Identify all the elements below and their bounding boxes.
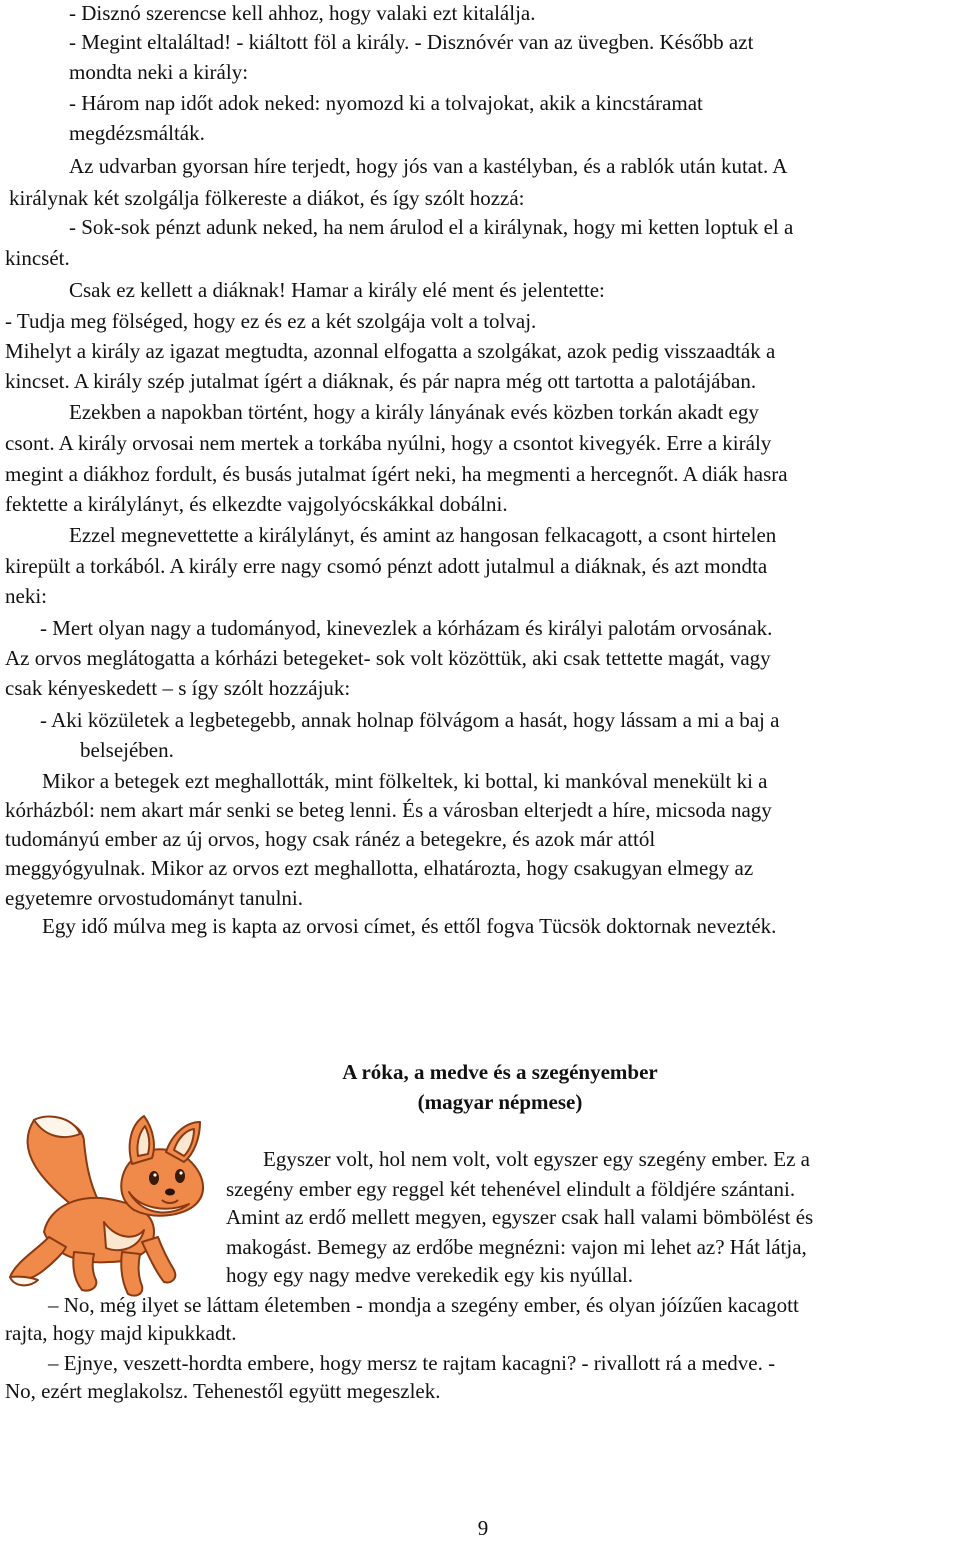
text-line: makogást. Bemegy az erdőbe megnézni: vajon mi lehet az? Hát látja, [226,1235,807,1259]
text-line: - Három nap időt adok neked: nyomozd ki a tolvajokat, akik a kincstáramat [69,91,703,115]
text-line: Ezzel megnevettette a királylányt, és amint az hangosan felkacagott, a csont hirtelen [69,523,777,547]
text-line: csak kényeskedett – s így szólt hozzájuk: [5,676,351,700]
text-line: egyetemre orvostudományt tanulni. [5,886,304,910]
text-line: megdézsmálták. [69,121,205,145]
text-line: kincset. A király szép jutalmat ígért a diáknak, és pár napra még ott tartotta a palotájában. [5,369,757,393]
text-line: - Megint eltaláltad! - kiáltott föl a király. - Disznóvér van az üvegben. Később azt [69,30,754,54]
text-line: királynak két szolgálja fölkereste a diákot, és így szólt hozzá: [9,186,525,210]
text-line: neki: [5,584,47,608]
text-line: szegény ember egy reggel két tehenével elindult a földjére szántani. [226,1177,796,1201]
text-line: - Tudja meg fölséged, hogy ez és ez a két szolgája volt a tolvaj. [5,309,537,333]
story-subtitle: (magyar népmese) [417,1090,583,1114]
text-line: – No, még ilyet se láttam életemben - mondja a szegény ember, és olyan jóízűen kacagott [48,1293,799,1317]
text-line: kórházból: nem akart már senki se beteg lenni. És a városban elterjedt a híre, micsoda nagy [5,798,772,822]
text-line: – Ejnye, veszett-hordta embere, hogy mersz te rajtam kacagni? - rivallott rá a medve. - [48,1351,776,1375]
text-line: kirepült a torkából. A király erre nagy csomó pénzt adott jutalmul a diáknak, és azt mondta [5,554,768,578]
text-line: Egy idő múlva meg is kapta az orvosi címet, és ettől fogva Tücsök doktornak nevezték. [42,914,777,938]
text-line: belsejében. [80,738,174,762]
text-line: meggyógyulnak. Mikor az orvos ezt meghallotta, elhatározta, hogy csakugyan elmegy az [5,856,754,880]
text-line: Mihelyt a király az igazat megtudta, azonnal elfogatta a szolgákat, azok pedig visszaadták a [5,339,776,363]
text-line: csont. A király orvosai nem mertek a torkába nyúlni, hogy a csontot kivegyék. Erre a király [5,431,772,455]
text-line: hogy egy nagy medve verekedik egy kis nyúllal. [226,1263,634,1287]
text-line: Egyszer volt, hol nem volt, volt egyszer egy szegény ember. Ez a [263,1147,810,1171]
text-line: megint a diákhoz fordult, és busás jutalmat ígért neki, ha megmenti a hercegnőt. A diák hasra [5,462,788,486]
text-line: rajta, hogy majd kipukkadt. [5,1321,237,1345]
text-line: mondta neki a király: [69,60,249,84]
text-line: Mikor a betegek ezt meghallották, mint fölkeltek, ki bottal, ki mankóval menekült ki a [42,769,768,793]
text-line: Ezekben a napokban történt, hogy a király lányának evés közben torkán akadt egy [69,400,759,424]
text-line: - Sok-sok pénzt adunk neked, ha nem árulod el a királynak, hogy mi ketten loptuk el a [69,215,794,239]
text-line: - Mert olyan nagy a tudományod, kinevezlek a kórházam és királyi palotám orvosának. [40,616,773,640]
text-line: - Disznó szerencse kell ahhoz, hogy valaki ezt kitalálja. [69,1,536,25]
text-line: tudományú ember az új orvos, hogy csak ránéz a betegekre, és azok már attól [5,827,656,851]
fox-illustration-icon [4,1112,212,1302]
page-number: 9 [477,1516,489,1540]
text-line: Az udvarban gyorsan híre terjedt, hogy jós van a kastélyban, és a rablók után kutat. A [69,154,788,178]
story-title: A róka, a medve és a szegényember [342,1060,658,1084]
text-line: Amint az erdő mellett megyen, egyszer csak hall valami bömbölést és [226,1205,814,1229]
text-line: - Aki közületek a legbetegebb, annak holnap fölvágom a hasát, hogy lássam a mi a baj a [40,708,780,732]
text-line: fektette a királylányt, és elkezdte vajgolyócskákkal dobálni. [5,492,508,516]
text-line: Az orvos meglátogatta a kórházi betegeket- sok volt közöttük, aki csak tettette magát, vagy [5,646,771,670]
text-line: kincsét. [5,246,70,270]
text-line: Csak ez kellett a diáknak! Hamar a király elé ment és jelentette: [69,278,605,302]
text-line: No, ezért meglakolsz. Tehenestől együtt megeszlek. [5,1379,441,1403]
